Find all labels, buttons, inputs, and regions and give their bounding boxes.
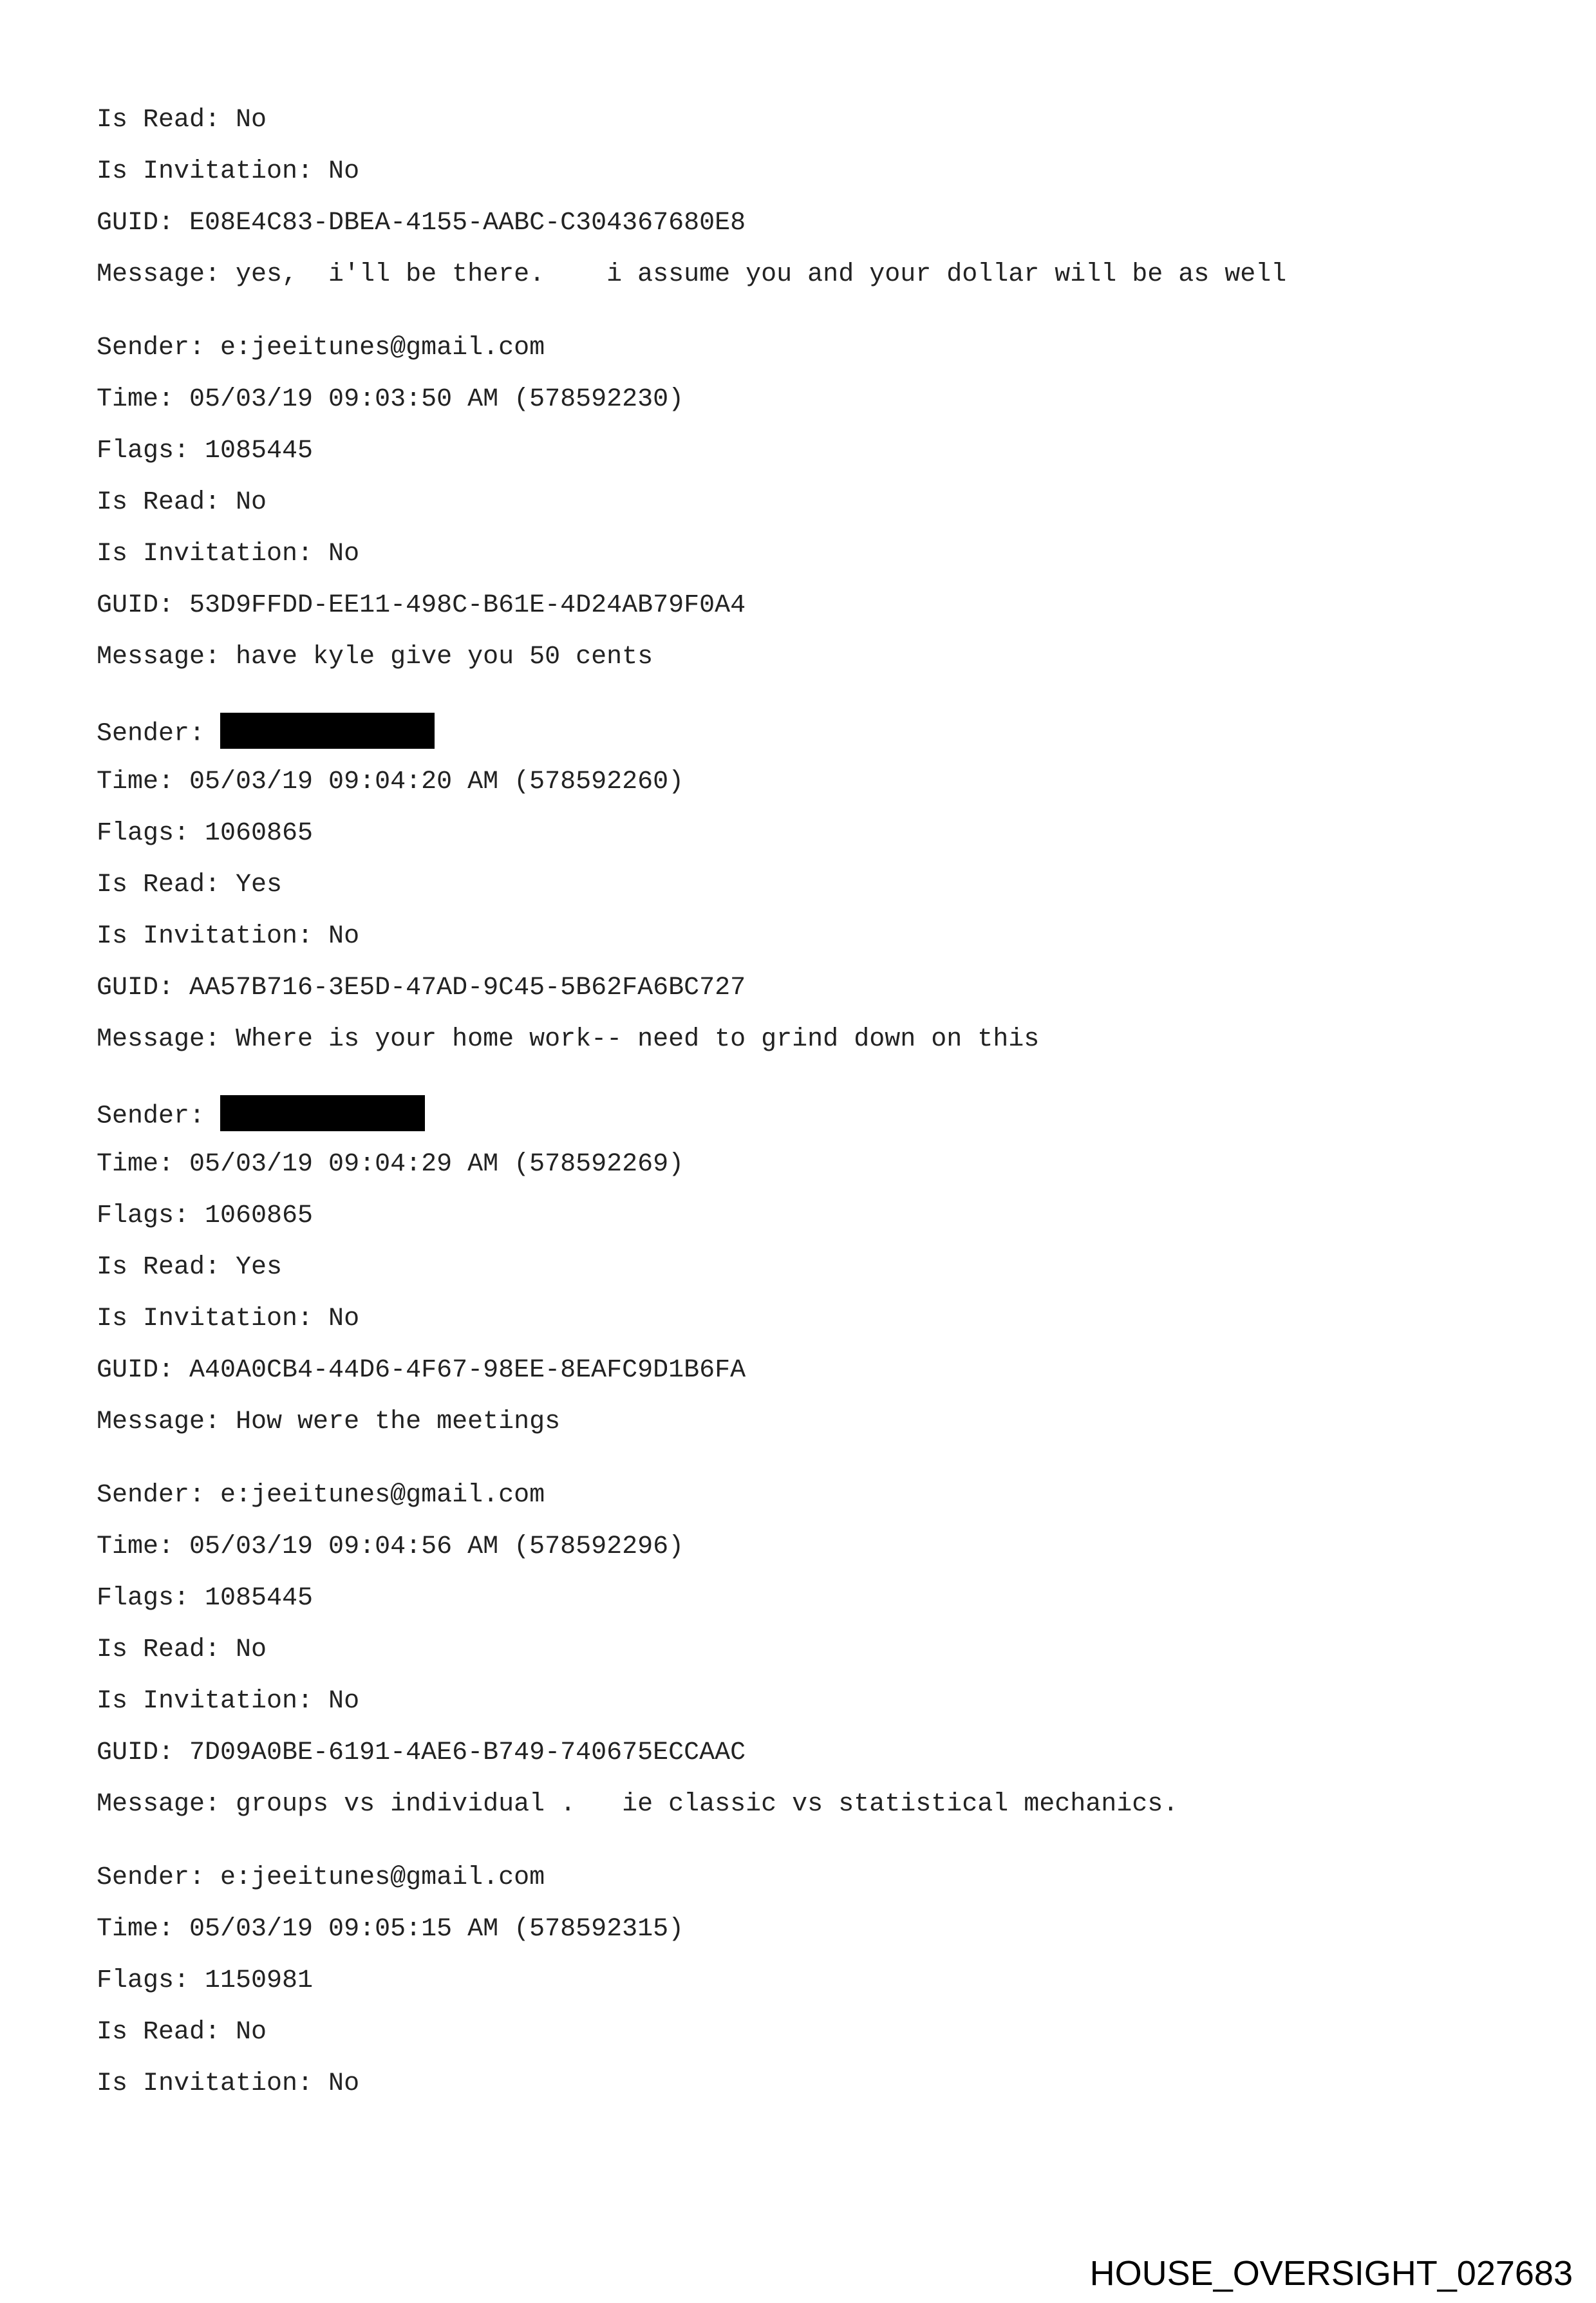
is-read-line: Is Read: Yes — [97, 1253, 283, 1282]
is-invitation-line: Is Invitation: No — [97, 540, 360, 569]
is-invitation-line: Is Invitation: No — [97, 157, 360, 186]
flags-line: Flags: 1060865 — [97, 819, 314, 848]
guid-line: GUID: AA57B716-3E5D-47AD-9C45-5B62FA6BC727 — [97, 973, 746, 1002]
time-line: Time: 05/03/19 09:04:29 AM (578592269) — [97, 1150, 684, 1179]
is-read-line: Is Read: No — [97, 106, 267, 135]
is-invitation-line: Is Invitation: No — [97, 2069, 360, 2098]
sender-label: Sender: — [97, 719, 221, 749]
flags-line: Flags: 1085445 — [97, 437, 314, 465]
sender-label: Sender: — [97, 1102, 221, 1131]
is-invitation-line: Is Invitation: No — [97, 1304, 360, 1333]
time-line: Time: 05/03/19 09:04:20 AM (578592260) — [97, 767, 684, 796]
sender-line: Sender: e:jeeitunes@gmail.com — [97, 1481, 545, 1510]
guid-line: GUID: A40A0CB4-44D6-4F67-98EE-8EAFC9D1B6FA — [97, 1356, 746, 1385]
is-read-line: Is Read: No — [97, 2018, 267, 2047]
flags-line: Flags: 1060865 — [97, 1201, 314, 1230]
guid-line: GUID: 7D09A0BE-6191-4AE6-B749-740675ECCAAC — [97, 1738, 746, 1767]
is-read-line: Is Read: Yes — [97, 870, 283, 899]
is-read-line: Is Read: No — [97, 1635, 267, 1664]
sender-line: Sender: e:jeeitunes@gmail.com — [97, 334, 545, 362]
is-invitation-line: Is Invitation: No — [97, 922, 360, 951]
redaction-bar — [220, 1095, 425, 1131]
flags-line: Flags: 1085445 — [97, 1584, 314, 1613]
message-line: Message: groups vs individual . ie classic vs statistical mechanics. — [97, 1790, 1179, 1819]
guid-line: GUID: 53D9FFDD-EE11-498C-B61E-4D24AB79F0A4 — [97, 591, 746, 620]
bates-number: HOUSE_OVERSIGHT_027683 — [1089, 2254, 1573, 2293]
is-read-line: Is Read: No — [97, 488, 267, 517]
message-line: Message: Where is your home work-- need to grind down on this — [97, 1025, 1040, 1054]
sender-line-redacted — [97, 715, 435, 751]
time-line: Time: 05/03/19 09:04:56 AM (578592296) — [97, 1532, 684, 1561]
time-line: Time: 05/03/19 09:05:15 AM (578592315) — [97, 1915, 684, 1944]
redaction-bar — [220, 713, 435, 749]
message-line: Message: have kyle give you 50 cents — [97, 643, 653, 672]
sender-line-redacted — [97, 1098, 425, 1134]
guid-line: GUID: E08E4C83-DBEA-4155-AABC-C304367680E8 — [97, 209, 746, 238]
time-line: Time: 05/03/19 09:03:50 AM (578592230) — [97, 385, 684, 414]
message-line: Message: How were the meetings — [97, 1407, 561, 1436]
sender-line: Sender: e:jeeitunes@gmail.com — [97, 1863, 545, 1892]
message-line: Message: yes, i'll be there. i assume you and your dollar will be as well — [97, 260, 1287, 289]
is-invitation-line: Is Invitation: No — [97, 1687, 360, 1716]
flags-line: Flags: 1150981 — [97, 1966, 314, 1995]
